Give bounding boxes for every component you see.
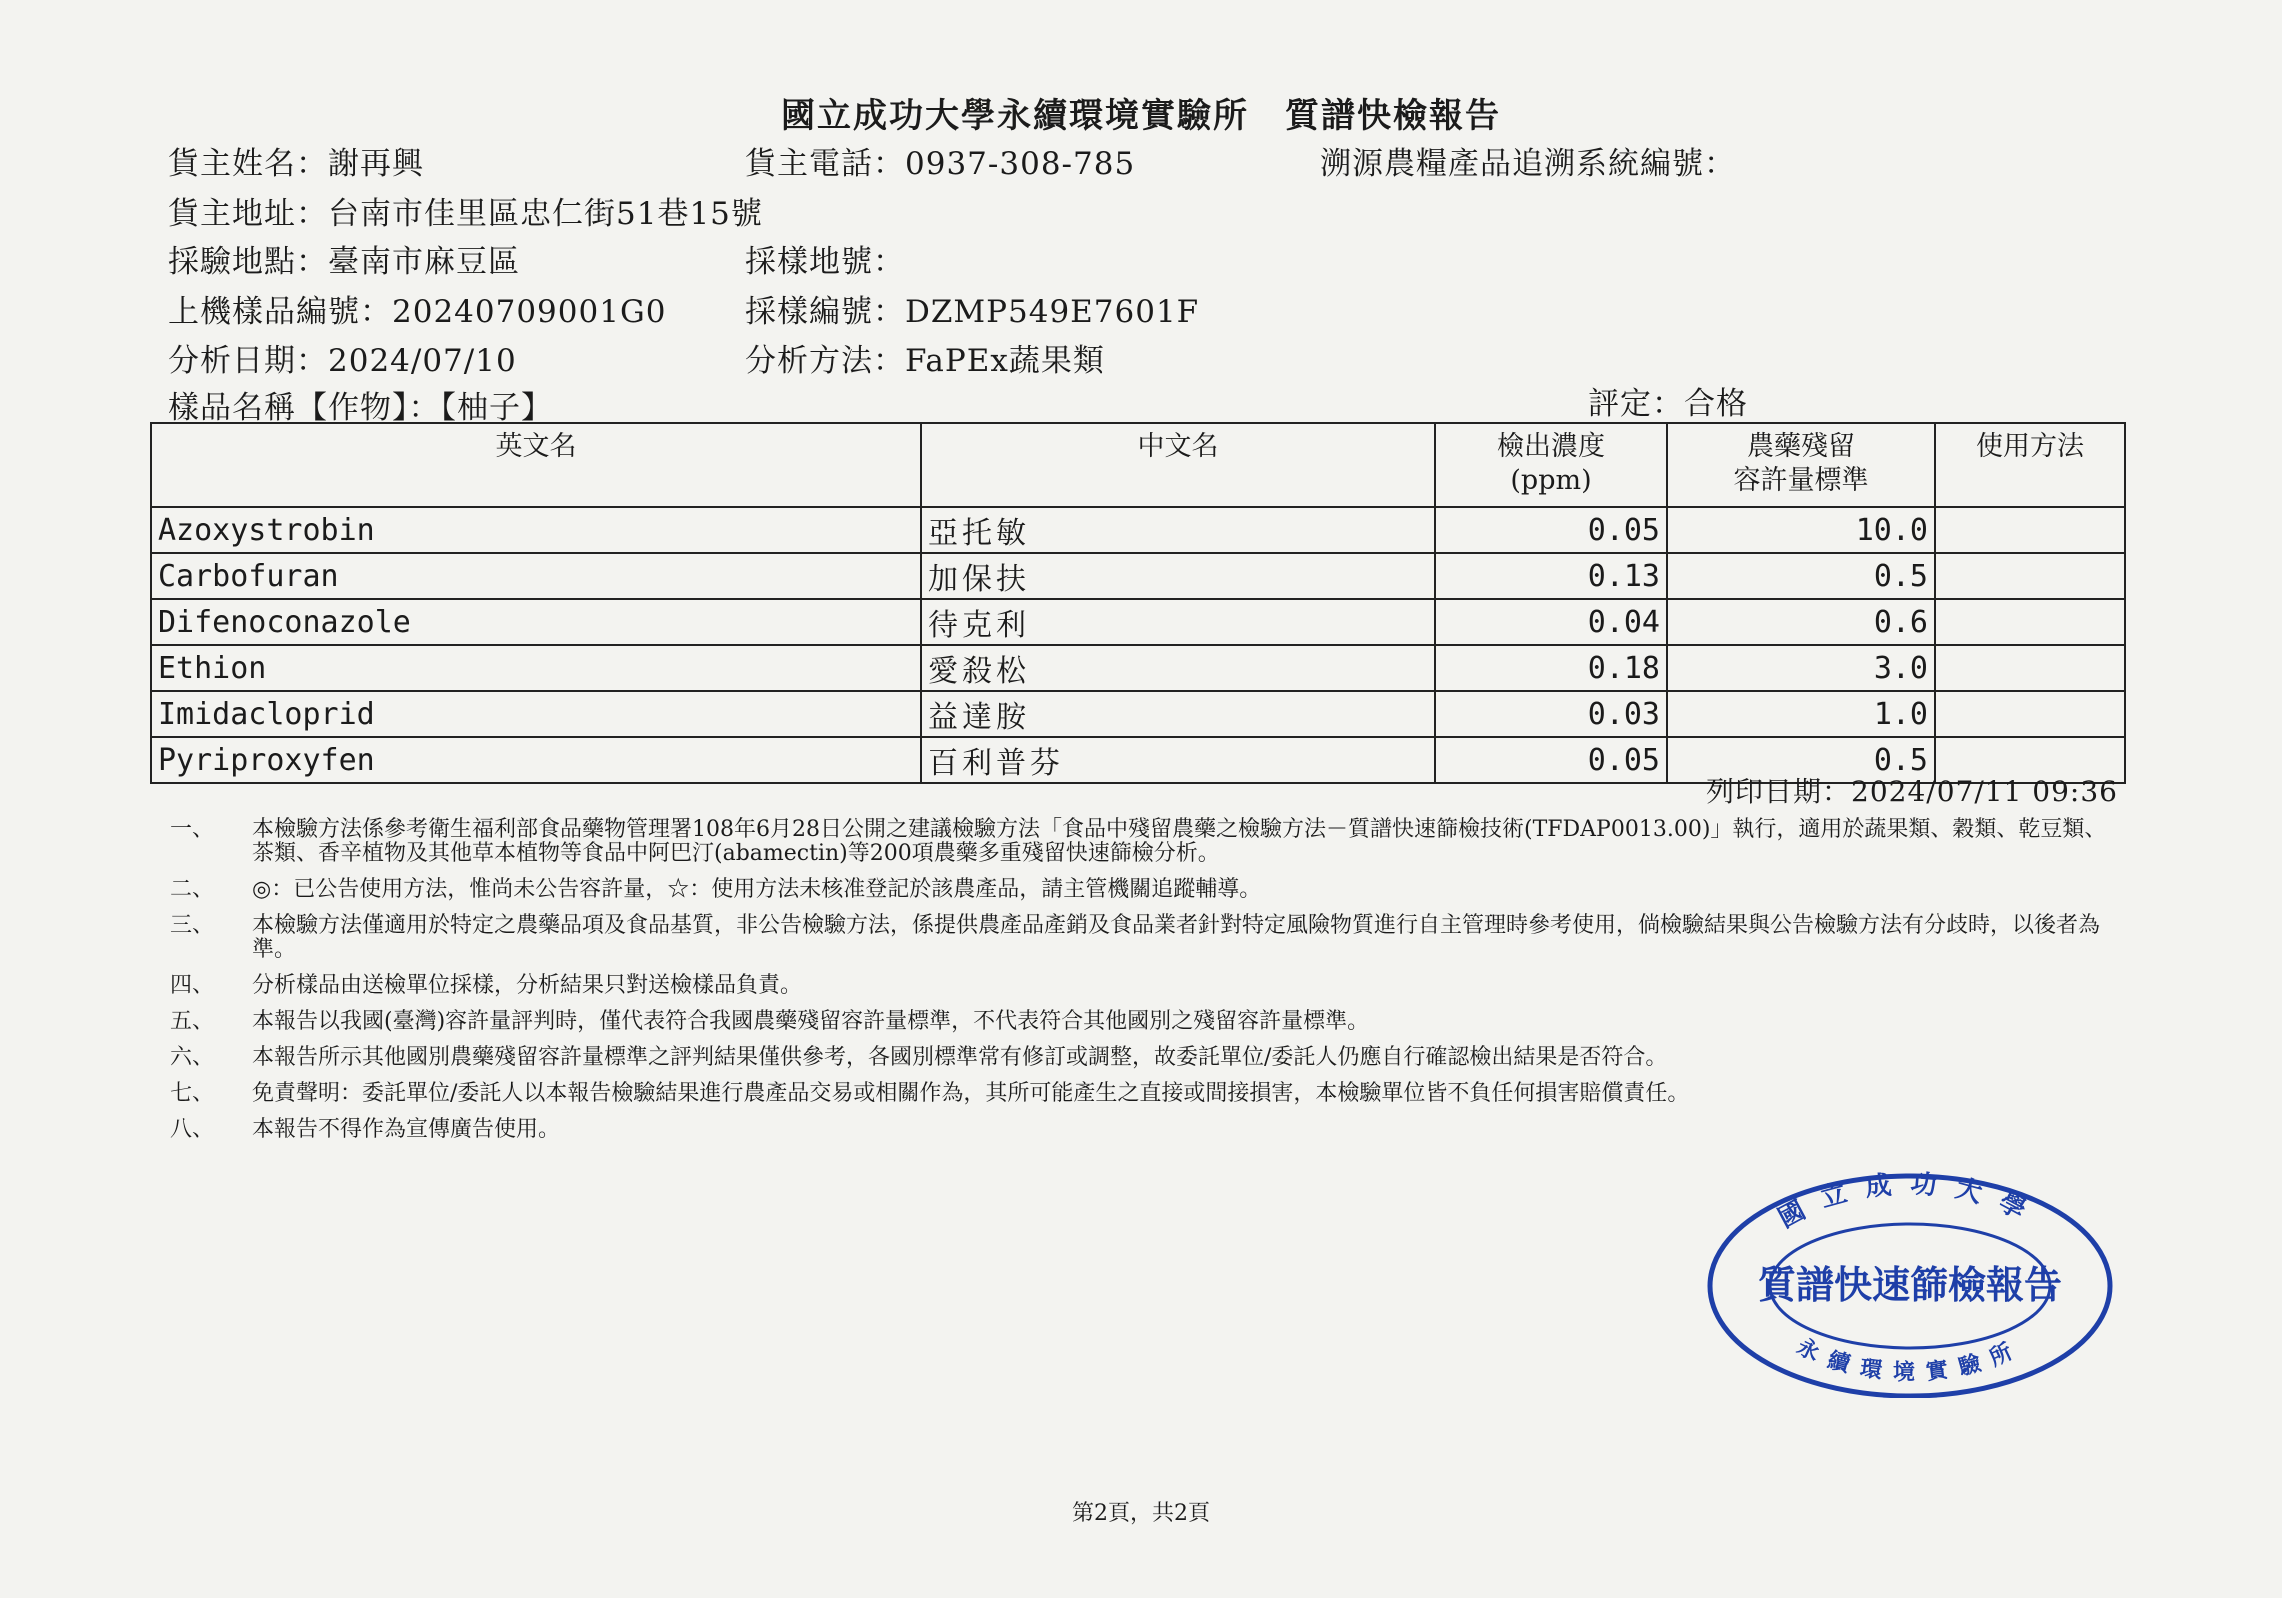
sample-name-label: 樣品名稱【作物】： (168, 390, 441, 426)
owner-phone-label: 貨主電話： (745, 146, 905, 182)
note-number: 六、 (170, 1045, 215, 1070)
note-text: 本報告不得作為宣傳廣告使用。 (252, 1117, 561, 1142)
sample-no-label: 上機樣品編號： (168, 294, 392, 330)
cell-mrl: 10.0 (1667, 507, 1935, 553)
stamp-top-text: 國立成功大學 (1773, 1169, 2047, 1235)
analysis-date-field (168, 335, 517, 380)
cell-chinese-name: 愛殺松 (921, 645, 1435, 691)
verdict-field (1588, 378, 1748, 423)
cell-chinese-name: 益達胺 (921, 691, 1435, 737)
cell-concentration: 0.04 (1435, 599, 1667, 645)
table-row (151, 599, 2125, 645)
cell-concentration: 0.18 (1435, 645, 1667, 691)
cell-english-name: Azoxystrobin (151, 507, 921, 553)
table-row (151, 691, 2125, 737)
lab-seal-stamp (1700, 1158, 2120, 1398)
cell-usage (1935, 553, 2125, 599)
cell-chinese-name: 亞托敏 (921, 507, 1435, 553)
sampling-no-field (745, 286, 1199, 331)
sample-name-value: 【柚子】 (440, 390, 553, 426)
note-number: 四、 (170, 973, 215, 998)
note-item (170, 1046, 2110, 1070)
cell-mrl: 1.0 (1667, 691, 1935, 737)
owner-name-label: 貨主姓名： (168, 146, 328, 182)
cell-mrl: 0.5 (1667, 737, 1935, 783)
cell-usage (1935, 599, 2125, 645)
traceability-field (1320, 138, 1736, 183)
sample-no-field (168, 286, 666, 331)
sampling-site-field (745, 236, 905, 281)
owner-name-field (168, 138, 424, 183)
notes-list (170, 818, 2110, 1154)
note-number: 一、 (170, 817, 215, 842)
analysis-method-value: FaPEx蔬果類 (905, 343, 1105, 379)
note-text: 本報告以我國(臺灣)容許量評判時，僅代表符合我國農藥殘留容許量標準，不代表符合其他國別之殘留容許量標準。 (252, 1009, 1370, 1034)
note-item (170, 914, 2110, 962)
cell-concentration: 0.05 (1435, 737, 1667, 783)
owner-address-label: 貨主地址： (168, 196, 328, 232)
note-item (170, 1082, 2110, 1106)
header-concentration (1435, 423, 1667, 507)
cell-english-name: Ethion (151, 645, 921, 691)
page-number-footer: 第2頁，共2頁 (1072, 1501, 1210, 1526)
header-usage: 使用方法 (1935, 423, 2125, 507)
owner-phone-value: 0937-308-785 (905, 146, 1136, 182)
note-item (170, 1010, 2110, 1034)
table-row (151, 553, 2125, 599)
header-concentration-line1: 檢出濃度 (1497, 431, 1605, 462)
cell-chinese-name: 百利普芬 (921, 737, 1435, 783)
note-text: 本報告所示其他國別農藥殘留容許量標準之評判結果僅供參考，各國別標準常有修訂或調整，故委託單位/委託人仍應自行確認檢出結果是否符合。 (252, 1045, 1668, 1070)
inspection-site-field (168, 236, 520, 281)
analysis-method-field (745, 335, 1105, 380)
cell-mrl: 0.5 (1667, 553, 1935, 599)
owner-address-value: 台南市佳里區忠仁街51巷15號 (328, 196, 763, 232)
analysis-method-label: 分析方法： (745, 343, 905, 379)
cell-english-name: Difenoconazole (151, 599, 921, 645)
analysis-date-value: 2024/07/10 (328, 343, 517, 379)
note-number: 三、 (170, 913, 215, 938)
header-english-name: 英文名 (151, 423, 921, 507)
cell-usage (1935, 691, 2125, 737)
cell-chinese-name: 加保扶 (921, 553, 1435, 599)
table-row (151, 645, 2125, 691)
header-concentration-line2: (ppm) (1510, 465, 1592, 496)
table-header-row (151, 423, 2125, 507)
sampling-no-value: DZMP549E7601F (905, 294, 1200, 330)
inspection-site-label: 採驗地點： (168, 244, 328, 280)
verdict-value: 合格 (1684, 386, 1748, 422)
note-text: ◎：已公告使用方法，惟尚未公告容許量，☆：使用方法未核准登記於該農產品，請主管機關追蹤輔導。 (252, 877, 1262, 902)
sample-no-value: 20240709001G0 (392, 294, 667, 330)
print-date: 列印日期：2024/07/11 09:36 (1706, 775, 2118, 808)
cell-usage (1935, 507, 2125, 553)
note-item (170, 818, 2110, 866)
traceability-label: 溯源農糧產品追溯系統編號： (1320, 146, 1736, 182)
cell-concentration: 0.05 (1435, 507, 1667, 553)
note-number: 二、 (170, 877, 215, 902)
cell-concentration: 0.13 (1435, 553, 1667, 599)
note-text: 本檢驗方法係參考衛生福利部食品藥物管理署108年6月28日公開之建議檢驗方法「食品中殘留農藥之檢驗方法－質譜快速篩檢技術(TFDAP0013.00)」執行，適用於蔬果類、穀類、乾豆類、茶類、香辛植物及其他草本植物等食品中阿巴汀(abamectin)等200項農藥多重殘留快速篩檢分析。 (252, 817, 2107, 866)
note-item (170, 878, 2110, 902)
results-table (150, 422, 2126, 784)
header-mrl-line1: 農藥殘留 (1747, 431, 1855, 462)
cell-english-name: Pyriproxyfen (151, 737, 921, 783)
table-row (151, 507, 2125, 553)
stamp-bottom-text: 永續環境實驗所 (1792, 1333, 2028, 1386)
cell-mrl: 0.6 (1667, 599, 1935, 645)
cell-usage (1935, 645, 2125, 691)
cell-concentration: 0.03 (1435, 691, 1667, 737)
header-mrl (1667, 423, 1935, 507)
note-text: 免責聲明：委託單位/委託人以本報告檢驗結果進行農產品交易或相關作為，其所可能產生之直接或間接損害，本檢驗單位皆不負任何損害賠償責任。 (252, 1081, 1690, 1106)
header-mrl-line2: 容許量標準 (1733, 465, 1869, 496)
note-number: 八、 (170, 1117, 215, 1142)
cell-english-name: Carbofuran (151, 553, 921, 599)
note-item (170, 974, 2110, 998)
report-title: 國立成功大學永續環境實驗所 質譜快檢報告 (781, 96, 1501, 136)
cell-mrl: 3.0 (1667, 645, 1935, 691)
sampling-no-label: 採樣編號： (745, 294, 905, 330)
note-item (170, 1118, 2110, 1142)
note-number: 五、 (170, 1009, 215, 1034)
owner-name-value: 謝再興 (328, 146, 424, 182)
sample-name-field (168, 382, 553, 427)
owner-address-field (168, 188, 763, 233)
verdict-label: 評定： (1588, 386, 1684, 422)
cell-chinese-name: 待克利 (921, 599, 1435, 645)
cell-english-name: Imidacloprid (151, 691, 921, 737)
sampling-site-label: 採樣地號： (745, 244, 905, 280)
analysis-date-label: 分析日期： (168, 343, 328, 379)
note-number: 七、 (170, 1081, 215, 1106)
note-text: 分析樣品由送檢單位採樣，分析結果只對送檢樣品負責。 (252, 973, 803, 998)
owner-phone-field (745, 138, 1135, 183)
inspection-site-value: 臺南市麻豆區 (328, 244, 520, 280)
stamp-center-text: 質譜快速篩檢報告 (1757, 1262, 2063, 1307)
note-text: 本檢驗方法僅適用於特定之農藥品項及食品基質，非公告檢驗方法，係提供農產品產銷及食品業者針對特定風險物質進行自主管理時參考使用，倘檢驗結果與公告檢驗方法有分歧時，以後者為準。 (252, 913, 2101, 962)
header-chinese-name: 中文名 (921, 423, 1435, 507)
